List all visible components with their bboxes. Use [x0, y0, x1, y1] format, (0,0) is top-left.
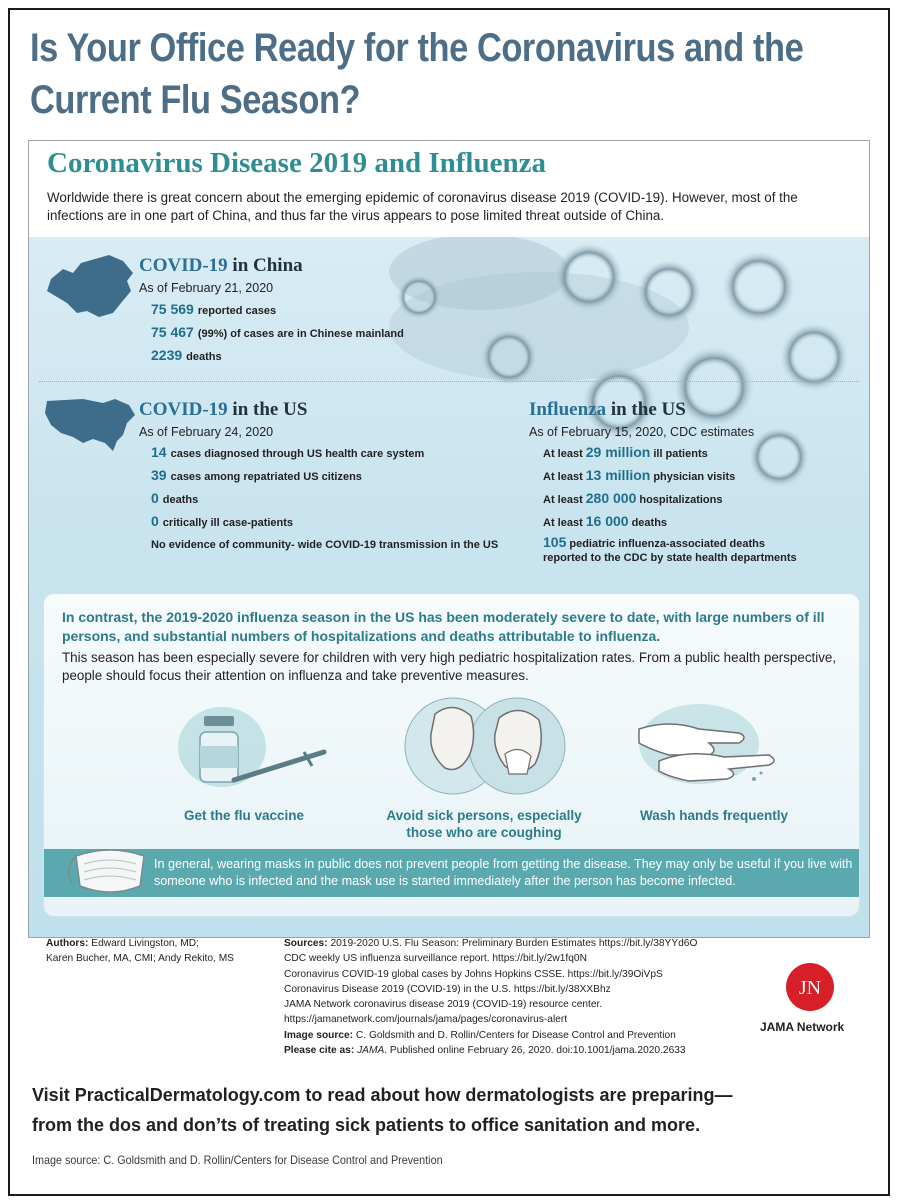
- china-stat: 75 569 reported cases: [151, 301, 277, 317]
- panel-intro: Worldwide there is great concern about the emerging epidemic of coronavirus disease 2019 (COVID-19). However, most of the infections are in one part of China, and thus far the virus appears to pose limited threat outside of China.: [47, 190, 798, 223]
- jama-network-logo-icon: [785, 962, 835, 1012]
- action-wash-hands: Wash hands frequently: [639, 808, 789, 823]
- infographic-panel: [28, 140, 870, 938]
- flu-stat: At least 280 000 hospitalizations: [543, 490, 723, 506]
- jama-network-label: JAMA Network: [760, 1020, 845, 1034]
- divider: [39, 381, 859, 382]
- panel-title: Coronavirus Disease 2019 and Influenza: [47, 147, 546, 179]
- flu-pediatric-stat: 105 pediatric influenza-associated deaths reported to the CDC by state health departments: [543, 534, 797, 564]
- us-section-title: COVID-19 in the US: [139, 399, 308, 420]
- sick-persons-icon: [399, 694, 569, 799]
- flu-section-title: Influenza in the US: [529, 399, 686, 420]
- action-avoid-sick-persons: Avoid sick persons, especially those who are coughing: [386, 808, 582, 840]
- us-stat: 39 cases among repatriated US citizens: [151, 467, 362, 483]
- sources: Sources: 2019-2020 U.S. Flu Season: Preliminary Burden Estimates https://bit.ly/38YYd6O CDC weekly US influenza surveillance report. https://bit.ly/2w1fq0N Coronavirus COVID-19 global cases by Johns Hopkins CSSE. https://bit.ly/39OiVpS Coronavirus Disease 2019 (COVID-19) in the U.S. https://bit.ly/38XXBhz JAMA Network coronavirus disease 2019 (COVID-19) resource center. https://jamanetwork.com/journals/jama/pages/coronavirus-alert Image source: C. Goldsmith and D. Rollin/Centers for Disease Control and Prevention Please cite as: JAMA. Published online February 26, 2020. doi:10.1001/jama.2020.2633: [284, 938, 698, 1057]
- china-stat: 2239 deaths: [151, 347, 222, 363]
- svg-text:JN: JN: [798, 977, 822, 999]
- china-as-of: As of February 21, 2020: [139, 281, 274, 295]
- contrast-body: This season has been especially severe for children with very high pediatric hospitalization rates. From a public health perspective, people should focus their attention on influenza and take preventive measures.: [62, 650, 837, 683]
- action-get-flu-vaccine: Get the flu vaccine: [183, 808, 305, 823]
- us-map-icon: [43, 391, 139, 455]
- flu-stat: At least 29 million ill patients: [543, 444, 708, 460]
- contrast-headline: In contrast, the 2019-2020 influenza season in the US has been moderately severe to date, with large numbers of ill persons, and substantial numbers of hospitalizations and deaths attributable to influenza.: [62, 609, 825, 644]
- us-stat: 0 deaths: [151, 490, 199, 506]
- flu-as-of: As of February 15, 2020, CDC estimates: [529, 425, 755, 439]
- vaccine-syringe-icon: [174, 702, 334, 787]
- footer-image-source: Image source: C. Goldsmith and D. Rollin/Centers for Disease Control and Prevention: [32, 1153, 443, 1167]
- us-transmission-note: No evidence of community- wide COVID-19 transmission in the US: [151, 539, 499, 551]
- authors: Authors: Edward Livingston, MD; Karen Bucher, MA, CMI; Andy Rekito, MS: [46, 938, 234, 965]
- us-stat: 0 critically ill case-patients: [151, 513, 294, 529]
- mask-note-text: In general, wearing masks in public does not prevent people from getting the disease. They may only be useful if you live with someone who is infected and the mask use is started immediately after the person has become infected.: [154, 857, 853, 888]
- china-stat: 75 467 (99%) of cases are in Chinese mainland: [151, 324, 404, 340]
- flu-stat: At least 16 000 deaths: [543, 513, 668, 529]
- us-stat: 14 cases diagnosed through US health care system: [151, 444, 425, 460]
- page-title: Is Your Office Ready for the Coronavirus and the Current Flu Season?: [30, 26, 804, 122]
- contrast-box: [44, 594, 859, 916]
- china-map-icon: [43, 251, 139, 321]
- flu-stat: At least 13 million physician visits: [543, 467, 736, 483]
- us-as-of: As of February 24, 2020: [139, 425, 274, 439]
- face-mask-icon: [64, 842, 154, 898]
- china-section-title: COVID-19 in China: [139, 255, 303, 276]
- footer-promo: Visit PracticalDermatology.com to read about how dermatologists are preparing— from the dos and don’ts of treating sick patients to office sanitation and more.: [32, 1085, 733, 1135]
- wash-hands-icon: [629, 699, 789, 789]
